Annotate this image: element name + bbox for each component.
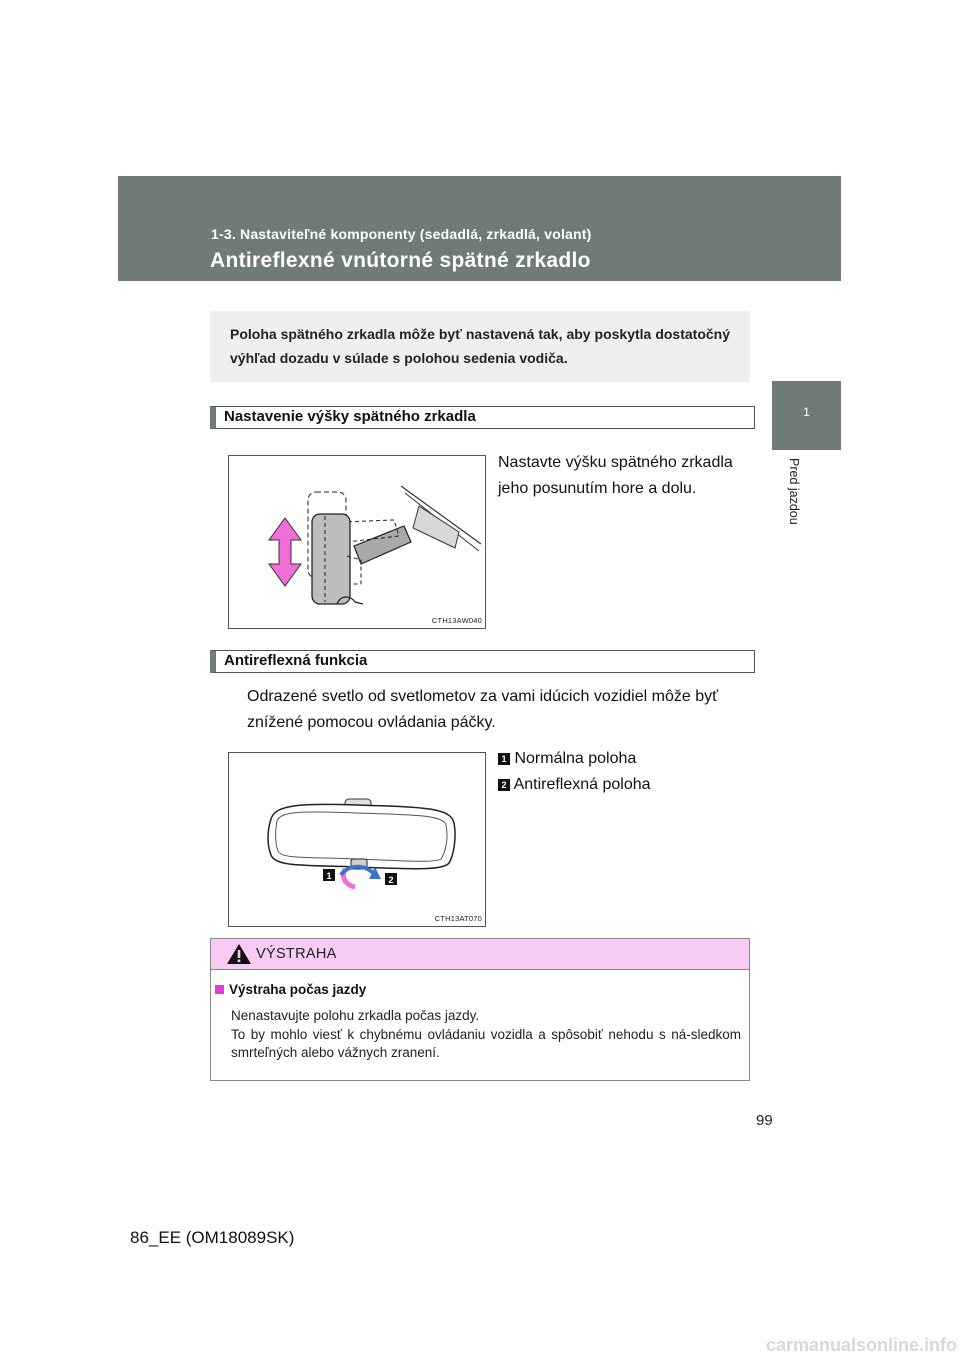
number-badge: 2 (498, 779, 510, 791)
section-heading-antiglare (210, 650, 755, 673)
section-subtitle: 1-3. Nastaviteľné komponenty (sedadlá, zrkadlá, volant) (211, 226, 592, 242)
watermark-logo (725, 1330, 960, 1358)
chapter-side-label (783, 458, 803, 548)
figure-code: CTH13AT070 (434, 914, 482, 923)
list-item (498, 746, 636, 772)
intro-box (210, 311, 750, 382)
number-badge: 1 (498, 753, 510, 765)
mirror-height-figure (228, 455, 486, 629)
mirror-height-illustration (229, 456, 485, 628)
warning-box (210, 938, 750, 1081)
warning-header (211, 939, 749, 970)
section-heading-text: Antireflexná funkcia (224, 652, 368, 669)
list-item (498, 772, 651, 798)
warning-subtitle: Výstraha počas jazdy (215, 982, 366, 997)
antiglare-illustration (229, 753, 485, 926)
watermark-text: carmanualsonline.info (765, 1335, 957, 1355)
chapter-header (118, 176, 841, 281)
bullet-square-icon (215, 985, 224, 994)
chapter-tab (772, 381, 841, 450)
antiglare-figure (228, 752, 486, 927)
warning-label: VÝSTRAHA (256, 946, 337, 962)
figure-code: CTH13AW040 (431, 616, 482, 625)
page-number: 99 (756, 1112, 773, 1129)
list-item-label: Antireflexná poloha (513, 776, 651, 793)
warning-triangle-icon (226, 943, 252, 965)
section-heading-height (210, 406, 755, 429)
figure-badge-2: 2 (388, 875, 394, 885)
warning-text-line1: Nenastavujte polohu zrkadla počas jazdy. (231, 1008, 480, 1023)
chapter-label: Pred jazdou (787, 458, 801, 525)
chapter-number: 1 (803, 405, 810, 419)
list-item-label: Normálna poloha (514, 750, 637, 767)
warning-text-line2: To by mohlo viesť k chybnému ovládaniu vozidla a spôsobiť nehodu s ná-sledkom smrteľných alebo vážnych zranení. (231, 1026, 741, 1060)
section2-text: Odrazené svetlo od svetlometov za vami idúcich vozidiel môže byť znížené pomocou ovládania páčky. (247, 688, 719, 731)
footer-code: 86_EE (OM18089SK) (130, 1228, 295, 1247)
warning-text (231, 1007, 741, 1063)
intro-text: Poloha spätného zrkadla môže byť nastavená tak, aby poskytla dostatočný výhľad dozadu v súlade s polohou sedenia vodiča. (230, 326, 730, 366)
figure-badge-1: 1 (326, 871, 332, 881)
page-title: Antireflexné vnútorné spätné zrkadlo (210, 249, 591, 272)
section1-text: Nastavte výšku spätného zrkadla jeho posunutím hore a dolu. (498, 454, 733, 497)
section-heading-text: Nastavenie výšky spätného zrkadla (224, 408, 476, 425)
